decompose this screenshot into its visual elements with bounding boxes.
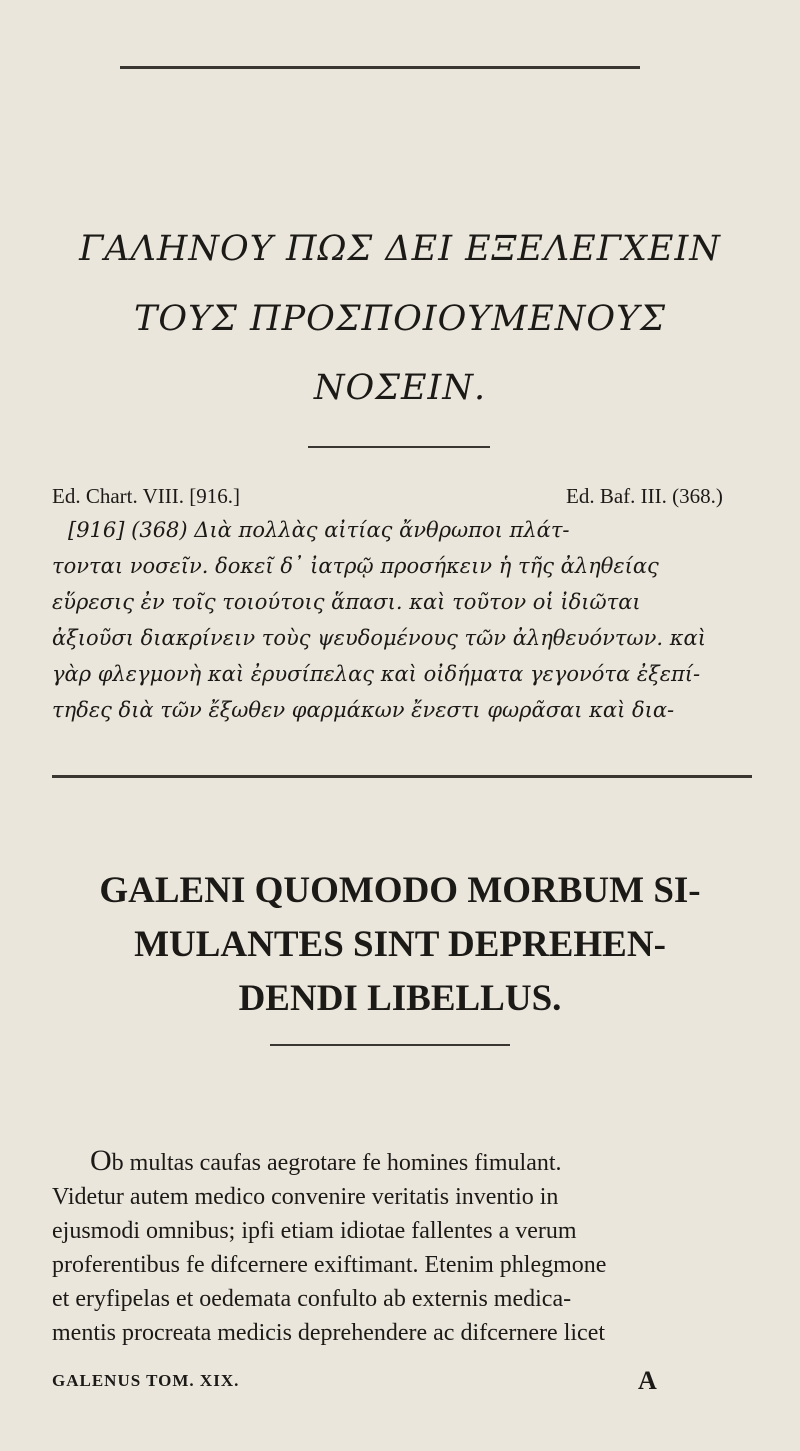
latin-line-3: ejusmodi omnibus; ipfi etiam idiotae fallentes a verum — [52, 1218, 577, 1244]
title-divider — [308, 446, 490, 448]
latin-line-4: proferentibus fe difcernere exiftimant. Etenim phlegmone — [52, 1252, 607, 1278]
top-rule — [120, 66, 640, 69]
latin-title-line-2: MULANTES SINT DEPREHEN- — [134, 924, 666, 965]
edition-chartier: Ed. Chart. VIII. [916.] — [52, 484, 240, 508]
section-divider — [52, 775, 752, 778]
gathering-letter: A — [638, 1366, 657, 1395]
latin-line-5: et eryfipelas et oedemata confulto ab externis medica- — [52, 1286, 572, 1312]
greek-line-3: εὕρεσις ἐν τοῖς τοιούτοις ἅπασι. καὶ τοῦτον οἱ ἰδιῶται — [52, 590, 641, 614]
greek-paragraph — [52, 512, 772, 728]
drop-cap: O — [90, 1144, 112, 1177]
greek-line-1: [916] (368) Διὰ πολλὰς αἰτίας ἄνθρωποι πλάτ- — [68, 518, 570, 542]
latin-title-line-1: GALENI QUOMODO MORBUM SI- — [99, 870, 701, 911]
greek-title-line-2: ΤΟΥΣ ΠΡΟΣΠΟΙΟΥΜΕΝΟΥΣ — [134, 299, 666, 339]
greek-line-5: γὰρ φλεγμονὴ καὶ ἐρυσίπελας καὶ οἰδήματα γεγονότα ἐξεπί- — [52, 662, 701, 686]
edition-basel: Ed. Baf. III. (368.) — [566, 484, 723, 508]
latin-line-2: Videtur autem medico convenire veritatis inventio in — [52, 1184, 559, 1210]
latin-line-1 — [52, 1144, 772, 1180]
greek-line-6: τηδες διὰ τῶν ἔξωθεν φαρμάκων ἔνεστι φωρᾶσαι καὶ δια- — [52, 698, 675, 722]
latin-title-line-3: DENDI LIBELLUS. — [238, 978, 562, 1019]
latin-line-1-text: b multas caufas aegrotare fe homines fimulant. — [111, 1150, 562, 1176]
signature-mark: GALENUS TOM. XIX. — [52, 1371, 240, 1390]
greek-title-line-1: ΓΑΛΗΝΟΥ ΠΩΣ ΔΕΙ ΕΞΕΛΕΓΧΕΙΝ — [79, 229, 721, 269]
latin-line-6: mentis procreata medicis deprehendere ac difcernere licet — [52, 1320, 606, 1346]
latin-paragraph — [52, 1144, 772, 1350]
latin-title-divider — [270, 1044, 510, 1046]
greek-line-4: ἀξιοῦσι διακρίνειν τοὺς ψευδομένους τῶν ἀληθευόντων. καὶ — [52, 626, 706, 650]
greek-line-2: τονται νοσεῖν. δοκεῖ δ᾽ ἰατρῷ προσήκειν ἡ τῆς ἀληθείας — [52, 554, 659, 578]
greek-title-line-3: ΝΟΣΕΙΝ. — [313, 368, 487, 408]
